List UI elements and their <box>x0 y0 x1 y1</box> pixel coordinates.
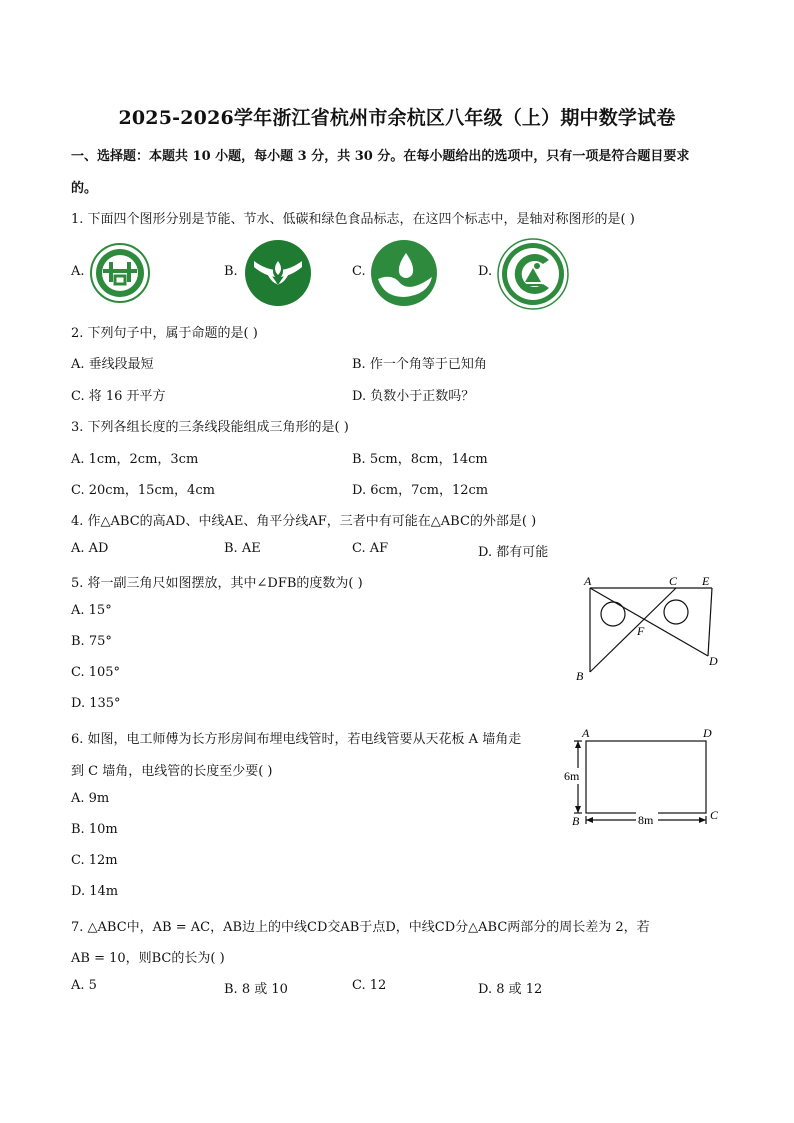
q3-option-d: D. 6cm，7cm，12cm <box>352 483 489 498</box>
q5-option-d: D. 135° <box>71 696 121 711</box>
q3-option-a: A. 1cm，2cm，3cm <box>71 452 199 467</box>
section-heading-line1: 一、选择题：本题共 10 小题，每小题 3 分，共 30 分。在每小题给出的选项中，只有一项是符合题目要求 <box>71 149 690 164</box>
question-1-stem: 1. 下面四个图形分别是节能、节水、低碳和绿色食品标志，在这四个标志中，是轴对称图形的是( ) <box>71 212 635 227</box>
energy-saving-icon <box>89 242 151 304</box>
q6-label-a: A <box>582 726 590 740</box>
q1-option-b-label: B. <box>224 264 238 279</box>
q5-option-c: C. 105° <box>71 665 121 680</box>
q6-label-b: B <box>572 814 580 828</box>
q5-option-b: B. 75° <box>71 634 112 649</box>
question-2-stem: 2. 下列句子中，属于命题的是( ) <box>71 326 258 341</box>
q6-option-a: A. 9m <box>71 791 110 806</box>
q6-option-d: D. 14m <box>71 884 119 899</box>
q5-label-e: E <box>702 574 710 588</box>
q2-option-a: A. 垂线段最短 <box>71 357 154 372</box>
q6-rectangle-figure <box>560 722 730 830</box>
q6-option-b: B. 10m <box>71 822 118 837</box>
q6-option-c: C. 12m <box>71 853 118 868</box>
q4-option-a: A. AD <box>71 541 109 556</box>
q1-option-d-label: D. <box>478 264 493 279</box>
q7-option-d: D. 8 或 12 <box>478 982 543 997</box>
q5-triangle-figure <box>570 572 730 688</box>
page-title: 2025-2026学年浙江省杭州市余杭区八年级（上）期中数学试卷 <box>118 107 676 129</box>
q2-option-b: B. 作一个角等于已知角 <box>352 357 487 372</box>
question-3-stem: 3. 下列各组长度的三条线段能组成三角形的是( ) <box>71 420 349 435</box>
question-4-stem: 4. 作△ABC的高AD、中线AE、角平分线AF，三者中有可能在△ABC的外部是( ) <box>71 514 537 529</box>
q4-option-b: B. AE <box>224 541 261 556</box>
q4-option-d: D. 都有可能 <box>478 545 549 560</box>
q5-label-d: D <box>709 654 718 668</box>
q1-option-c-label: C. <box>352 264 366 279</box>
q6-height-label: 6m <box>564 769 580 783</box>
green-food-icon <box>497 238 569 310</box>
q2-option-c: C. 将 16 开平方 <box>71 389 166 404</box>
q6-label-d: D <box>703 726 712 740</box>
q6-label-c: C <box>710 808 719 822</box>
question-5-stem: 5. 将一副三角尺如图摆放，其中∠DFB的度数为( ) <box>71 576 363 591</box>
q4-option-c: C. AF <box>352 541 389 556</box>
q7-option-c: C. 12 <box>352 978 387 993</box>
section-heading-line2: 的。 <box>71 181 98 196</box>
q5-label-a: A <box>584 574 592 588</box>
q7-option-a: A. 5 <box>71 978 97 993</box>
q1-option-a-label: A. <box>71 264 85 279</box>
q5-label-f: F <box>637 624 645 638</box>
low-carbon-icon <box>370 239 438 307</box>
question-6-stem-line2: 到 C 墙角，电线管的长度至少要( ) <box>71 764 273 779</box>
q5-label-b: B <box>576 669 584 683</box>
q5-label-c: C <box>669 574 678 588</box>
water-saving-icon <box>244 239 312 307</box>
q5-option-a: A. 15° <box>71 603 112 618</box>
question-6-stem-line1: 6. 如图，电工师傅为长方形房间布埋电线管时，若电线管要从天花板 A 墙角走 <box>71 732 522 747</box>
q3-option-c: C. 20cm，15cm，4cm <box>71 483 215 498</box>
q6-width-label: 8m <box>638 813 654 827</box>
q7-option-b: B. 8 或 10 <box>224 982 288 997</box>
question-7-stem-line2: AB = 10，则BC的长为( ) <box>71 951 225 966</box>
q2-option-d: D. 负数小于正数吗？ <box>352 389 475 404</box>
q3-option-b: B. 5cm，8cm，14cm <box>352 452 488 467</box>
question-7-stem-line1: 7. △ABC中，AB = AC，AB边上的中线CD交AB于点D，中线CD分△ABC两部分的周长差为 2，若 <box>71 920 650 935</box>
